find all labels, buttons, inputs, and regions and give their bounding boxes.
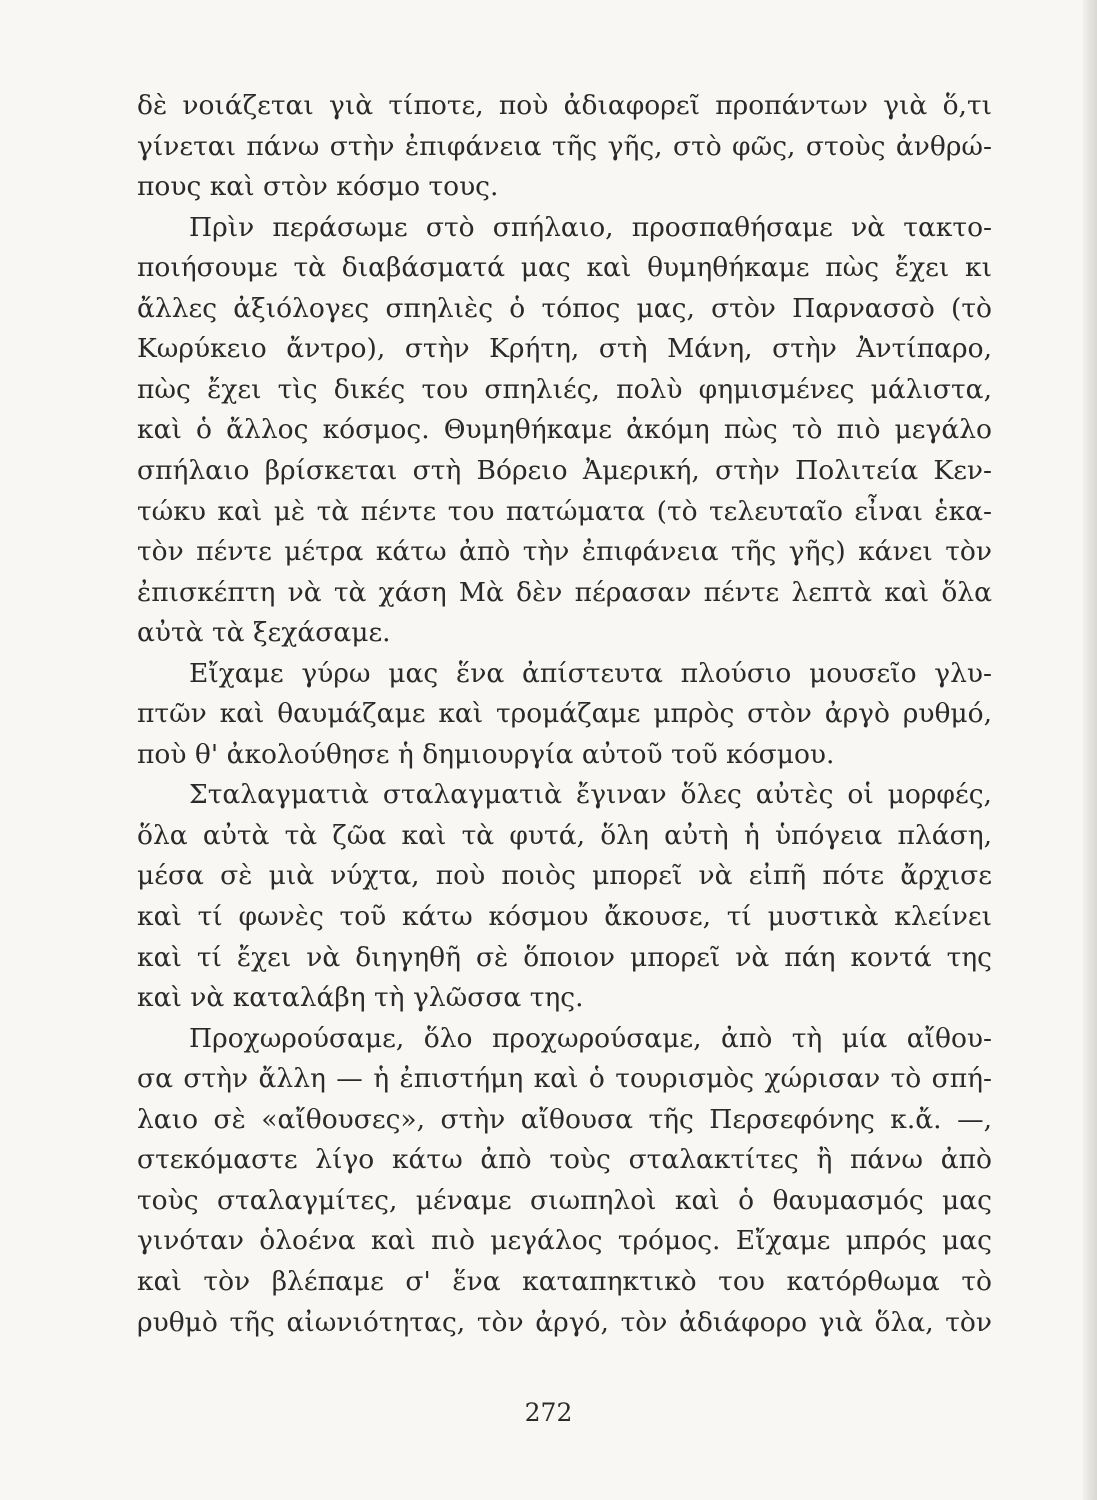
text-line: ποιήσουμε τὰ διαβάσματά μας καὶ θυμηθήκαμε πὼς ἔχει κι [137,252,992,284]
text-line: καὶ τί φωνὲς τοῦ κάτω κόσμου ἄκουσε, τί μυστικὰ κλείνει [137,901,992,932]
text-line: αὐτὰ τὰ ξεχάσαμε. [137,617,391,649]
text-line: ὅλα αὐτὰ τὰ ζῶα καὶ τὰ φυτά, ὅλη αὐτὴ ἡ ὑπόγεια πλάση, [137,819,992,851]
text-line: πὼς ἔχει τὶς δικές του σπηλιές, πολὺ φημισμένες μάλιστα, [137,373,992,405]
text-line: Πρὶν περάσωμε στὸ σπήλαιο, προσπαθήσαμε νὰ τακτο- [189,211,992,243]
text-line: Κωρύκειο ἄντρο), στὴν Κρήτη, στὴ Μάνη, στὴν Ἀντίπαρο, [137,333,992,365]
page-edge-shadow [1083,0,1097,1500]
text-line: καὶ ὁ ἄλλος κόσμος. Θυμηθήκαμε ἀκόμη πὼς τὸ πιὸ μεγάλο [137,414,992,446]
text-line: μέσα σὲ μιὰ νύχτα, ποὺ ποιὸς μπορεῖ νὰ εἰπῆ πότε ἄρχισε [137,860,992,892]
text-line: Προχωρούσαμε, ὅλο προχωρούσαμε, ἀπὸ τὴ μία αἴθου- [189,1022,992,1054]
text-line: τὸν πέντε μέτρα κάτω ἀπὸ τὴν ἐπιφάνεια τῆς γῆς) κάνει τὸν [137,536,992,568]
text-line: σπήλαιο βρίσκεται στὴ Βόρειο Ἀμερική, στὴν Πολιτεία Κεν- [137,454,992,486]
text-line: τώκυ καὶ μὲ τὰ πέντε του πατώματα (τὸ τελευταῖο εἶναι ἑκα- [137,495,992,527]
text-line: γινόταν ὁλοένα καὶ πιὸ μεγάλος τρόμος. Εἴχαμε μπρός μας [137,1225,992,1257]
text-line: σα στὴν ἄλλη — ἡ ἐπιστήμη καὶ ὁ τουρισμὸς χώρισαν τὸ σπή- [137,1063,992,1095]
text-line: Εἴχαμε γύρω μας ἕνα ἀπίστευτα πλούσιο μουσεῖο γλυ- [189,657,992,689]
text-line: ἄλλες ἀξιόλογες σπηλιὲς ὁ τόπος μας, στὸν Παρνασσὸ (τὸ [137,292,992,324]
text-line: πους καὶ στὸν κόσμο τους. [137,171,499,203]
text-line: ποὺ θ' ἀκολούθησε ἡ δημιουργία αὐτοῦ τοῦ κόσμου. [137,738,835,770]
text-line: στεκόμαστε λίγο κάτω ἀπὸ τοὺς σταλακτίτες ἢ πάνω ἀπὸ [137,1144,992,1176]
text-line: πτῶν καὶ θαυμάζαμε καὶ τρομάζαμε μπρὸς στὸν ἀργὸ ρυθμό, [137,698,992,730]
text-line: δὲ νοιάζεται γιὰ τίποτε, ποὺ ἀδιαφορεῖ προπάντων γιὰ ὅ,τι [137,90,992,121]
text-line: ἐπισκέπτη νὰ τὰ χάση Μὰ δὲν πέρασαν πέντε λεπτὰ καὶ ὅλα [137,576,992,608]
page-number: 272 [524,1398,573,1427]
text-line: καὶ τί ἔχει νὰ διηγηθῆ σὲ ὅποιον μπορεῖ νὰ πάη κοντά της [137,941,992,973]
text-line: γίνεται πάνω στὴν ἐπιφάνεια τῆς γῆς, στὸ φῶς, στοὺς ἀνθρώ- [137,130,992,162]
text-line: καὶ τὸν βλέπαμε σ' ἕνα καταπηκτικὸ του κατόρθωμα τὸ [137,1265,992,1297]
text-line: τοὺς σταλαγμίτες, μέναμε σιωπηλοὶ καὶ ὁ θαυμασμός μας [137,1184,992,1216]
text-line: λαιο σὲ «αἴθουσες», στὴν αἴθουσα τῆς Περσεφόνης κ.ἄ. —, [137,1103,992,1135]
text-line: Σταλαγματιὰ σταλαγματιὰ ἔγιναν ὅλες αὐτὲς οἱ μορφές, [189,779,992,811]
text-line: καὶ νὰ καταλάβη τὴ γλῶσσα της. [137,982,584,1014]
text-line: ρυθμὸ τῆς αἰωνιότητας, τὸν ἀργό, τὸν ἀδιάφορο γιὰ ὅλα, τὸν [137,1306,992,1338]
